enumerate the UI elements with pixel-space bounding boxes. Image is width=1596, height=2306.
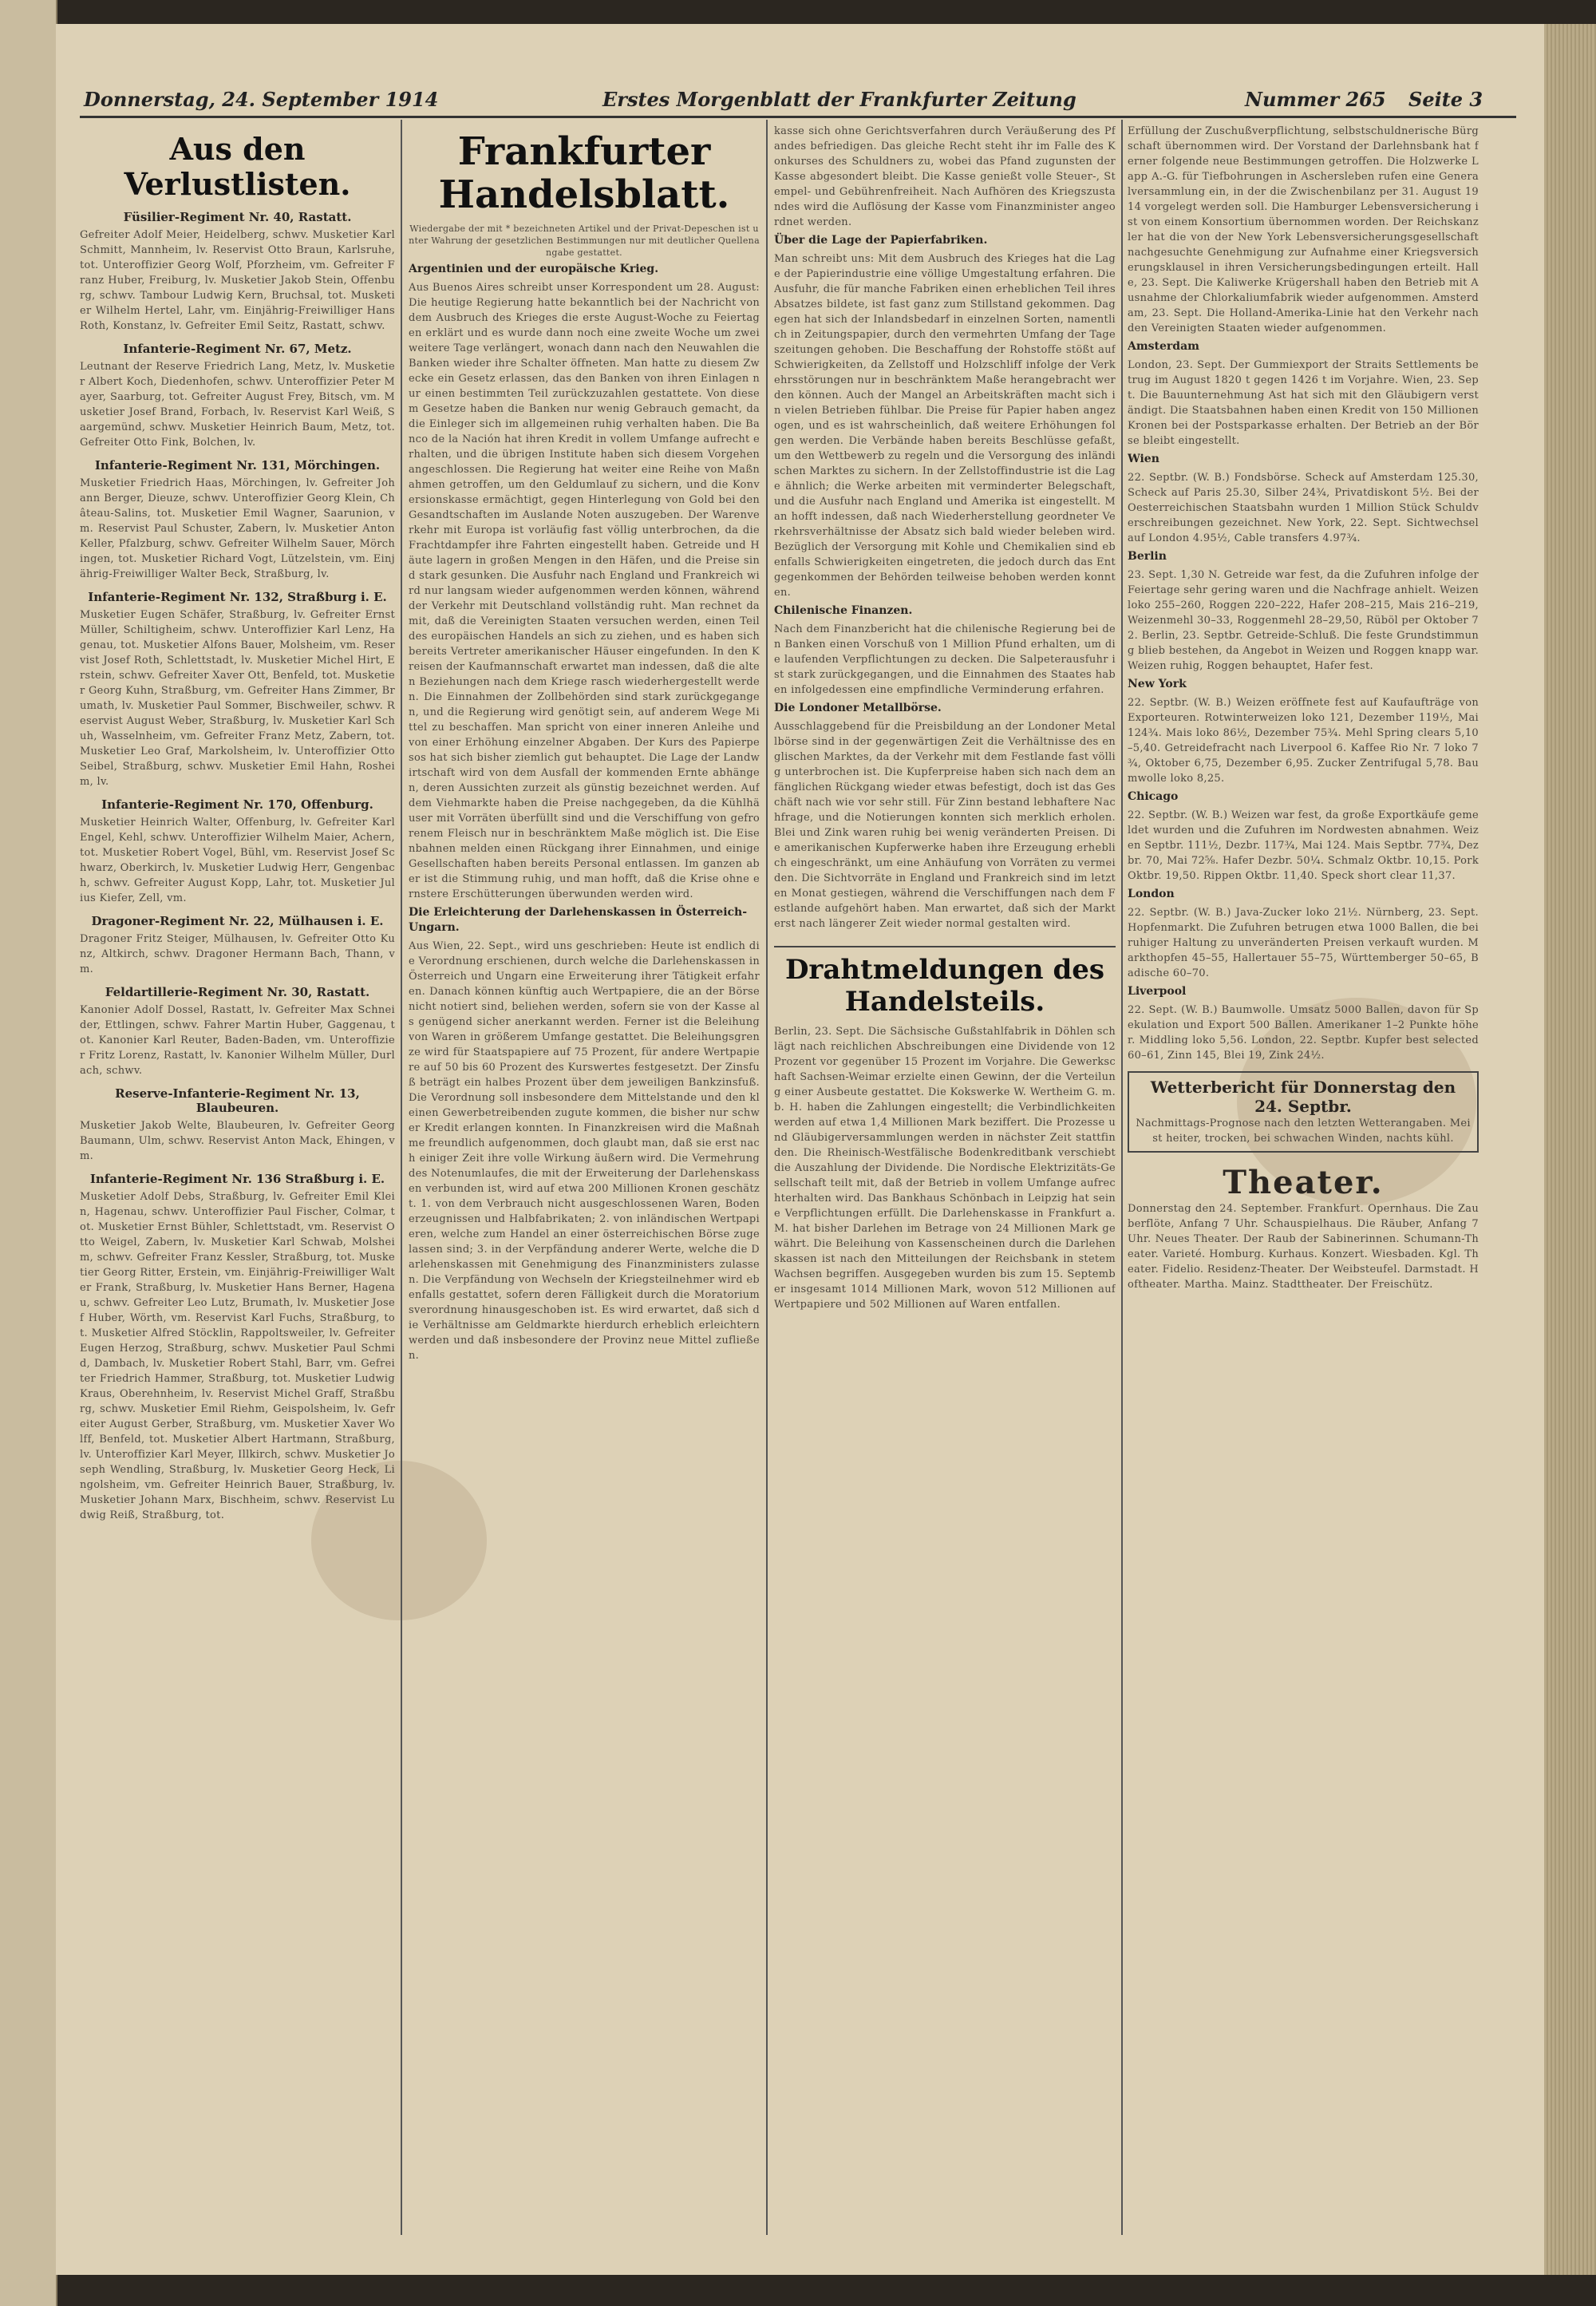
- column-casualty-lists: [80, 124, 395, 2231]
- body-text: Ausschlaggebend für die Preisbildung an der Londoner Metallbörse sind in der gegenwärtigen Zeit die Verhältnisse des englischen Marktes, da der Verkehr mit dem Festlande fast völlig unterbrochen ist. Die Kupferpreise haben sich nach dem anfänglichen Rückgang wieder etwas befestigt, doch ist das Geschäft nach wie vor sehr still. Für Zinn bestand lebhaftere Nachfrage, und die Notierungen konnten sich merklich erholen. Blei und Zink waren ruhig bei wenig veränderten Preisen. Die amerikanischen Kupferwerke haben ihre Erzeugung erheblich eingeschränkt, um eine Anhäufung von Vorräten zu vermeiden. Die Sichtvorräte in England und Frankreich sind im letzten Monat gestiegen, während die Verschiffungen nach dem Festlande aufgehört haben. Man erwartet, daß sich der Markt erst nach längerer Zeit wieder normal gestalten wird.: [774, 721, 1116, 930]
- header-number: Nummer 265: [1245, 88, 1386, 111]
- body-text: Gefreiter Adolf Meier, Heidelberg, schwv. Musketier Karl Schmitt, Mannheim, lv. Reservist Otto Braun, Karlsruhe, tot. Unteroffizier Georg Wolf, Pforzheim, vm. Gefreiter Franz Huber, Freiburg, lv. Musketier Jakob Stein, Offenburg, schwv. Tambour Ludwig Kern, Bruchsal, tot. Musketier Wilhelm Hertel, Lahr, vm. Einjährig-Freiwilliger Hans Roth, Konstanz, lv. Gefreiter Emil Seitz, Rastatt, schwv.: [80, 229, 395, 332]
- regiment-heading: Infanterie-Regiment Nr. 131, Mörchingen.: [94, 458, 381, 473]
- column-title: Aus den Verlustlisten.: [124, 131, 351, 202]
- body-text: Man schreibt uns: Mit dem Ausbruch des Krieges hat die Lage der Papierindustrie eine völlige Umgestaltung erfahren. Die Ausfuhr, die für manche Fabriken einen erheblichen Teil ihres Absatzes bildete, ist fast ganz zum Stillstand gekommen. Dagegen hat sich der Inlandsbedarf in einzelnen Sorten, namentlich in Zeitungspapier, durch den vermehrten Umfang der Tageszeitungen gehoben. Die Beschaffung der Rohstoffe stößt auf Schwierigkeiten, da Zellstoff und Holzschliff infolge der Verkehrsstörungen nur in beschränktem Maße herangebracht werden können. Auch der Mangel an Arbeitskräften macht sich in vielen Betrieben fühlbar. Die Preise für Papier haben angezogen, und es ist wahrscheinlich, daß weitere Erhöhungen folgen werden. Die Verbände haben bereits Beschlüsse gefaßt, um den Wettbewerb zu regeln und die Versorgung des inländischen Marktes zu sichern. In der Zellstoffindustrie ist die Lage ähnlich; die Werke arbeiten mit verminderter Belegschaft, und die Ausfuhr nach England und Amerika ist eingestellt. Man hofft indessen, daß nach Wiederherstellung geordneter Verkehrsverhältnisse der Absatz sich bald wieder beleben wird. Bezüglich der Versorgung mit Kohle und Chemikalien sind ebenfalls Schwierigkeiten eingetreten, die jedoch durch das Entgegenkommen der Behörden teilweise behoben werden konnten.: [774, 253, 1116, 599]
- reprint-notice: Wiedergabe der mit * bezeichneten Artikel und der Privat-Depeschen ist unter Wahrung der gesetzlichen Bestimmungen nur mit deutlicher Quellenangabe gestattet.: [409, 223, 760, 258]
- body-text: kasse sich ohne Gerichtsverfahren durch Veräußerung des Pfandes befriedigen. Das gleiche Recht steht ihr im Falle des Konkurses des Schuldners zu, wobei das Pfand zugunsten der Kasse abgesondert bleibt. Die Kasse genießt volle Steuer-, Stempel- und Gebührenfreiheit. Nach Aufhören des Kriegszustandes wird die Auflösung der Kasse vom Finanzminister angeordnet werden.: [774, 125, 1116, 228]
- body-text: Musketier Jakob Welte, Blaubeuren, lv. Gefreiter Georg Baumann, Ulm, schwv. Reservist Anton Mack, Ehingen, vm.: [80, 1120, 395, 1162]
- column-rule: [1121, 120, 1123, 2235]
- body-text: Kanonier Adolf Dossel, Rastatt, lv. Gefreiter Max Schneider, Ettlingen, schwv. Fahrer Martin Huber, Gaggenau, tot. Kanonier Karl Reuter, Baden-Baden, vm. Unteroffizier Fritz Lorenz, Rastatt, lv. Kanonier Wilhelm Müller, Durlach, schwv.: [80, 1004, 395, 1077]
- article-heading: Über die Lage der Papierfabriken.: [774, 234, 988, 247]
- body-text: Aus Buenos Aires schreibt unser Korrespondent um 28. August: Die heutige Regierung hatte bekanntlich bei der Nachricht von dem Ausbruch des Krieges die erste August-Woche zu Feiertagen erklärt und es wurde dann noch eine zweite Woche um zwei weitere Tage verlängert, wonach dann nach den Neuwahlen die Banken wieder ihre Schalter öffneten. Man hatte zu diesem Zwecke ein Gesetz erlassen, das den Banken von ihren Einlagen nur einen bestimmten Teil zurückzuzahlen gestattete. Von diesem Gesetze haben die Banken nur wenig Gebrauch gemacht, da die Einleger sich im allgemeinen ruhig verhalten haben. Die Banco de la Nación hat ihren Kredit in vollem Umfange aufrecht erhalten, und die übrigen Institute haben sich diesem Vorgehen angeschlossen. Die Regierung hat weiter eine Reihe von Maßnahmen getroffen, um den Geldumlauf zu sichern, und die Konversionskasse ermächtigt, gegen Hinterlegung von Gold bei den Gesandtschaften im Auslande Noten auszugeben. Der Warenverkehr mit Europa ist vorläufig fast völlig unterbrochen, da die Frachtdampfer ihre Fahrten eingestellt haben. Getreide und Häute lagern in großen Mengen in den Häfen, und die Preise sind stark gesunken. Die Ausfuhr nach England und Frankreich wird nur langsam wieder aufgenommen werden können, während der Verkehr mit Deutschland vollständig ruht. Man rechnet damit, daß die Vereinigten Staaten versuchen werden, einen Teil des europäischen Handels an sich zu ziehen, und es haben sich bereits Vertreter amerikanischer Häuser eingefunden. In den Kreisen der Kaufmannschaft erwartet man indessen, daß die alten Beziehungen nach dem Kriege rasch wiederhergestellt werden. Die Einnahmen der Zollbehörden sind stark zurückgegangen, und die Regierung wird genötigt sein, auf anderem Wege Mittel zu beschaffen. Man spricht von einer inneren Anleihe und von einer Erhöhung einzelner Abgaben. Der Kurs des Papierpesos hat sich bisher ziemlich gut behauptet. Die Lage der Landwirtschaft wird von dem Ausfall der kommenden Ernte abhängen, deren Aussichten zurzeit als günstig bezeichnet werden. Auf dem Viehmarkte haben die Preise nachgegeben, da die Kühlhäuser mit Vorräten überfüllt sind und die Verschiffung von gefrorenem Fleisch nur in beschränktem Maße möglich ist. Die Eisenbahnen melden einen Rückgang ihrer Einnahmen, und einige Gesellschaften haben bereits Personal entlassen. Im ganzen aber ist die Stimmung ruhig, und man hofft, daß die Krise ohne ernstere Erschütterungen überwunden werden wird.: [409, 282, 760, 900]
- article-heading: Chilenische Finanzen.: [774, 604, 913, 617]
- body-text: Musketier Heinrich Walter, Offenburg, lv. Gefreiter Karl Engel, Kehl, schwv. Unteroffizier Wilhelm Maier, Achern, tot. Musketier Robert Vogel, Bühl, vm. Reservist Josef Schwarz, Oberkirch, lv. Musketier Ludwig Herr, Gengenbach, schwv. Gefreiter August Kopp, Lahr, tot. Musketier Julius Kiefer, Zell, vm.: [80, 817, 395, 904]
- body-text: Berlin, 23. Sept. Die Sächsische Gußstahlfabrik in Döhlen schlägt nach reichlichen Abschreibungen eine Dividende von 12 Prozent vor gegenüber 15 Prozent im Vorjahre. Die Gewerkschaft Sachsen-Weimar erzielte einen Gewinn, der die Verteilung einer Ausbeute gestattet. Die Kokswerke W. Wertheim G. m. b. H. haben die Zahlungen eingestellt; die Verbindlichkeiten werden auf etwa 1,4 Millionen Mark beziffert. Die Prozesse und Gläubigerversammlungen werden in nächster Zeit stattfinden. Die Rheinisch-Westfälische Bodenkreditbank verschiebt die Auszahlung der Dividende. Die Nordische Elektrizitäts-Gesellschaft teilt mit, daß der Betrieb in vollem Umfange aufrechterhalten wird. Das Bankhaus Schönbach in Leipzig hat seine Verpflichtungen erfüllt. Die Darlehenskasse in Frankfurt a. M. hat bisher Darlehen im Betrage von 24 Millionen Mark gewährt. Die Beleihung von Kassenscheinen durch die Darlehenskassen ist nach den Mitteilungen der Reichsbank in stetem Wachsen begriffen. Ausgegeben wurden bis zum 15. September insgesamt 1014 Millionen Mark, wovon 512 Millionen auf Wertpapiere und 502 Millionen auf Waren entfallen.: [774, 1026, 1116, 1311]
- body-text: Leutnant der Reserve Friedrich Lang, Metz, lv. Musketier Albert Koch, Diedenhofen, schwv. Unteroffizier Peter Mayer, Saarburg, tot. Gefreiter August Frey, Bitsch, vm. Musketier Josef Brand, Forbach, lv. Reservist Karl Weiß, Saargemünd, schwv. Musketier Heinrich Baum, Metz, tot. Gefreiter Otto Fink, Bolchen, lv.: [80, 361, 395, 449]
- body-text: 22. Sept. (W. B.) Baumwolle. Umsatz 5000 Ballen, davon für Spekulation und Export 500 Ballen. Amerikaner 1–2 Punkte höher. Middling loko 5,56. London, 22. Septbr. Kupfer best selected 60–61, Zinn 145, Blei 19, Zink 24½.: [1128, 1004, 1479, 1062]
- regiment-heading: Füsilier-Regiment Nr. 40, Rastatt.: [123, 210, 352, 224]
- regiment-heading: Reserve-Infanterie-Regiment Nr. 13, Blaubeuren.: [115, 1086, 360, 1115]
- article-heading: Die Erleichterung der Darlehenskassen in Österreich-Ungarn.: [409, 906, 748, 934]
- body-text: Nach dem Finanzbericht hat die chilenische Regierung bei den Banken einen Vorschuß von 1 Million Pfund erhalten, um die laufenden Verpflichtungen zu decken. Die Salpeterausfuhr ist stark zurückgegangen, und die Einnahmen des Staates haben infolgedessen eine empfindliche Verminderung erfahren.: [774, 623, 1116, 696]
- regiment-heading: Infanterie-Regiment Nr. 170, Offenburg.: [101, 797, 373, 812]
- weather-report-box: [1128, 1071, 1479, 1153]
- market-heading: London: [1128, 888, 1175, 900]
- header-date: Donnerstag, 24. September 1914: [84, 88, 439, 111]
- market-heading: Wien: [1128, 453, 1159, 465]
- body-text: 22. Septbr. (W. B.) Java-Zucker loko 21½. Nürnberg, 23. Sept. Hopfenmarkt. Die Zufuhren betrugen etwa 1000 Ballen, die bei ruhiger Haltung zu unveränderten Preisen verkauft wurden. Markthopfen 45–55, Hallertauer 55–75, Württemberger 50–65, Badische 60–70.: [1128, 907, 1479, 979]
- book-binding-edge: [1544, 24, 1596, 2275]
- regiment-heading: Dragoner-Regiment Nr. 22, Mülhausen i. E.: [91, 914, 384, 928]
- body-text: Aus Wien, 22. Sept., wird uns geschrieben: Heute ist endlich die Verordnung erschienen, durch welche die Darlehenskassen in Österreich und Ungarn eine Erweiterung ihrer Tätigkeit erfahren. Danach können künftig auch Wertpapiere, die an der Börse nicht notiert sind, beliehen werden, sofern sie von der Kasse als genügend sicher anerkannt werden. Ferner ist die Beleihung von Waren in größerem Umfange gestattet. Die Beleihungsgrenze wird für Staatspapiere auf 75 Prozent, für andere Wertpapiere auf 50 bis 60 Prozent des Kurswertes festgesetzt. Der Zinsfuß beträgt ein halbes Prozent über dem jeweiligen Bankzinsfuß. Die Verordnung soll insbesondere dem Mittelstande und den kleinen Gewerbetreibenden zugute kommen, die bisher nur schwer Kredit erlangen konnten. In Finanzkreisen wird die Maßnahme freundlich aufgenommen, doch glaubt man, daß sie erst nach einiger Zeit ihre volle Wirkung äußern wird. Die Vermehrung des Notenumlaufes, die mit der Erweiterung der Darlehenskassen verbunden ist, wird auf etwa 200 Millionen Kronen geschätzt. 1. von dem Verbrauch nicht ausgeschlossenen Waren, Bodenerzeugnissen und Halbfabrikaten; 2. von inländischen Wertpapieren, welche zum Handel an einer österreichischen Börse zugelassen sind; 3. in der Verpfändung anderer Werte, welche die Darlehenskassen mit Genehmigung des Finanzministers zulassen. Die Verpfändung von Wechseln der Kriegsteilnehmer wird ebenfalls gestattet, sofern deren Fälligkeit durch die Moratoriumsverordnung hinausgeschoben ist. Es wird erwartet, daß sich die Verhältnisse am Geldmarkte hierdurch erheblich erleichtern werden und daß insbesondere der Provinz neue Mittel zufließen.: [409, 940, 760, 1362]
- body-text: Nachmittags-Prognose nach den letzten Wetterangaben. Meist heiter, trocken, bei schwachen Winden, nachts kühl.: [1136, 1117, 1471, 1145]
- column-market-reports: [774, 124, 1116, 2231]
- market-heading: Amsterdam: [1128, 340, 1199, 353]
- market-heading: Chicago: [1128, 790, 1179, 803]
- body-text: Musketier Friedrich Haas, Mörchingen, lv. Gefreiter Johann Berger, Dieuze, schwv. Unteroffizier Georg Klein, Château-Salins, tot. Musketier Emil Wagner, Saarunion, vm. Reservist Paul Schuster, Zabern, lv. Musketier Anton Keller, Pfalzburg, schwv. Gefreiter Wilhelm Sauer, Mörchingen, tot. Musketier Richard Vogt, Lützelstein, vm. Einjährig-Freiwilliger Walter Beck, Straßburg, lv.: [80, 477, 395, 580]
- header-paper-name: Erstes Morgenblatt der Frankfurter Zeitung: [602, 88, 1077, 111]
- article-heading: Die Londoner Metallbörse.: [774, 702, 942, 714]
- body-text: 22. Septbr. (W. B.) Weizen eröffnete fest auf Kaufaufträge von Exporteuren. Rotwinterweizen loko 121, Dezember 119½, Mai 124¾. Mais loko 86½, Dezember 75¾. Mehl Spring clears 5,10–5,40. Getreidefracht nach Liverpool 6. Kaffee Rio Nr. 7 loko 7¾, Oktober 6,75, Dezember 6,95. Zucker Zentrifugal 5,78. Baumwolle loko 8,25.: [1128, 697, 1479, 785]
- regiment-heading: Feldartillerie-Regiment Nr. 30, Rastatt.: [105, 985, 370, 999]
- column-commercial-news: [409, 124, 760, 2231]
- weather-title: Wetterbericht für Donnerstag den 24. Septbr.: [1150, 1078, 1456, 1116]
- regiment-heading: Infanterie-Regiment Nr. 67, Metz.: [123, 342, 352, 356]
- body-text: 22. Septbr. (W. B.) Fondsbörse. Scheck auf Amsterdam 125.30, Scheck auf Paris 25.30, Silber 24¾, Privatdiskont 5½. Bei der Oesterreichischen Staatsbahn wurden 1 Million Stück Schuldverschreibungen gezeichnet. New York, 22. Sept. Sichtwechsel auf London 4.95½, Cable transfers 4.97¾.: [1128, 472, 1479, 544]
- body-text: London, 23. Sept. Der Gummiexport der Straits Settlements betrug im August 1820 t gegen 1426 t im Vorjahre. Wien, 23. Sept. Die Bauunternehmung Ast hat sich mit den Gläubigern verständigt. Die Staatsbahnen haben einen Kredit von 150 Millionen Kronen bei der Postsparkasse erhalten. Der Betrieb an der Börse bleibt eingestellt.: [1128, 359, 1479, 447]
- body-text: Donnerstag den 24. September. Frankfurt. Opernhaus. Die Zauberflöte, Anfang 7 Uhr. Schauspielhaus. Die Räuber, Anfang 7 Uhr. Neues Theater. Der Raub der Sabinerinnen. Schumann-Theater. Varieté. Homburg. Kurhaus. Konzert. Wiesbaden. Kgl. Theater. Fidelio. Residenz-Theater. Der Weibsteufel. Darmstadt. Hoftheater. Martha. Mainz. Stadttheater. Der Freischütz.: [1128, 1203, 1479, 1291]
- theater-heading: Theater.: [1223, 1164, 1384, 1201]
- market-heading: Berlin: [1128, 550, 1167, 563]
- column-exchange-reports: [1128, 124, 1479, 2231]
- left-adjacent-page: [0, 0, 57, 2306]
- column-masthead: Frankfurter Handelsblatt.: [438, 129, 730, 217]
- header-rule: [80, 116, 1516, 118]
- body-text: Dragoner Fritz Steiger, Mülhausen, lv. Gefreiter Otto Kunz, Altkirch, schwv. Dragoner Hermann Bach, Thann, vm.: [80, 933, 395, 975]
- regiment-heading: Infanterie-Regiment Nr. 132, Straßburg i. E.: [88, 590, 387, 604]
- column-rule: [401, 120, 402, 2235]
- column-rule: [766, 120, 768, 2235]
- article-heading: Argentinien und der europäische Krieg.: [409, 263, 659, 275]
- regiment-heading: Infanterie-Regiment Nr. 136 Straßburg i. E.: [89, 1172, 385, 1186]
- body-text: Erfüllung der Zuschußverpflichtung, selbstschuldnerische Bürgschaft übernommen wird. Der Vorstand der Darlehnsbank hat ferner folgende neue Bestimmungen getroffen. Die Holzwerke Lapp A.-G. für Tiefbohrungen in Aschersleben rufen eine Generalversammlung ein, in der die Zwischenbilanz per 31. August 1914 vorgelegt werden soll. Die Hamburger Lebensversicherung ist von einem Konsortium übernommen worden. Der Reichskanzler hat die von der New York Lebensversicherungsgesellschaft nachgesuchte Genehmigung zur Aufnahme einer Kriegsversicherungsklausel in ihren Versicherungsbedingungen erteilt. Halle, 23. Sept. Die Kaliwerke Krügershall haben den Betrieb mit Ausnahme der Chlorkaliumfabrik wieder aufgenommen. Amsterdam, 23. Sept. Die Holland-Amerika-Linie hat den Verkehr nach den Vereinigten Staaten wieder aufgenommen.: [1128, 125, 1479, 334]
- body-text: 22. Septbr. (W. B.) Weizen war fest, da große Exportkäufe gemeldet wurden und die Zufuhren im Nordwesten abnahmen. Weizen Septbr. 111½, Dezbr. 117¾, Mai 124. Mais Septbr. 77¾, Dezbr. 70, Mai 72⅝. Hafer Dezbr. 50¼. Schmalz Oktbr. 10,15. Pork Oktbr. 19,50. Rippen Oktbr. 11,40. Speck short clear 11,37.: [1128, 809, 1479, 882]
- header-page: Seite 3: [1408, 88, 1483, 111]
- section-heading: Drahtmeldungen des Handelsteils.: [774, 946, 1116, 1018]
- body-text: Musketier Adolf Debs, Straßburg, lv. Gefreiter Emil Klein, Hagenau, schwv. Unteroffizier Paul Fischer, Colmar, tot. Musketier Ernst Bühler, Schlettstadt, vm. Reservist Otto Weigel, Zabern, lv. Musketier Karl Schwab, Molsheim, schwv. Gefreiter Franz Kessler, Straßburg, tot. Musketier Georg Ritter, Erstein, vm. Einjährig-Freiwilliger Walter Frank, Straßburg, lv. Musketier Hans Berner, Hagenau, schwv. Gefreiter Leo Lutz, Brumath, lv. Musketier Josef Huber, Wörth, vm. Reservist Karl Fuchs, Straßburg, tot. Musketier Alfred Stöcklin, Rappoltsweiler, lv. Gefreiter Eugen Herzog, Straßburg, schwv. Musketier Paul Schmid, Dambach, lv. Musketier Robert Stahl, Barr, vm. Gefreiter Friedrich Hammer, Straßburg, tot. Musketier Ludwig Kraus, Oberehnheim, lv. Reservist Michel Graff, Straßburg, schwv. Musketier Emil Riehm, Geispolsheim, lv. Gefreiter August Gerber, Straßburg, vm. Musketier Xaver Wolff, Benfeld, tot. Musketier Albert Hartmann, Straßburg, lv. Unteroffizier Karl Meyer, Illkirch, schwv. Musketier Joseph Wendling, Straßburg, lv. Musketier Georg Heck, Lingolsheim, vm. Gefreiter Heinrich Bauer, Straßburg, lv. Musketier Johann Marx, Bischheim, schwv. Reservist Ludwig Reiß, Straßburg, tot.: [80, 1191, 395, 1521]
- market-heading: Liverpool: [1128, 985, 1187, 998]
- body-text: Musketier Eugen Schäfer, Straßburg, lv. Gefreiter Ernst Müller, Schiltigheim, schwv. Unteroffizier Karl Lenz, Hagenau, tot. Musketier Alfons Bauer, Molsheim, vm. Reservist Josef Roth, Schlettstadt, lv. Musketier Michel Hirt, Erstein, schwv. Gefreiter Xaver Ott, Benfeld, tot. Musketier Georg Kuhn, Straßburg, vm. Gefreiter Hans Zimmer, Brumath, lv. Musketier Paul Sommer, Bischweiler, schwv. Reservist August Weber, Straßburg, lv. Musketier Karl Schuh, Wasselnheim, vm. Gefreiter Franz Metz, Zabern, tot. Musketier Leo Graf, Markolsheim, lv. Unteroffizier Otto Seibel, Straßburg, schwv. Musketier Emil Hahn, Rosheim, lv.: [80, 609, 395, 788]
- market-heading: New York: [1128, 678, 1187, 690]
- body-text: 23. Sept. 1,30 N. Getreide war fest, da die Zufuhren infolge der Feiertage sehr gering waren und die Nachfrage anhielt. Weizen loko 255–260, Roggen 220–222, Hafer 208–215, Mais 216–219, Weizenmehl 30–33, Roggenmehl 28–29,50, Rüböl per Oktober 72. Berlin, 23. Septbr. Getreide-Schluß. Die feste Grundstimmung blieb bestehen, da Angebot in Weizen und Roggen knapp war. Weizen ruhig, Roggen behauptet, Hafer fest.: [1128, 569, 1479, 672]
